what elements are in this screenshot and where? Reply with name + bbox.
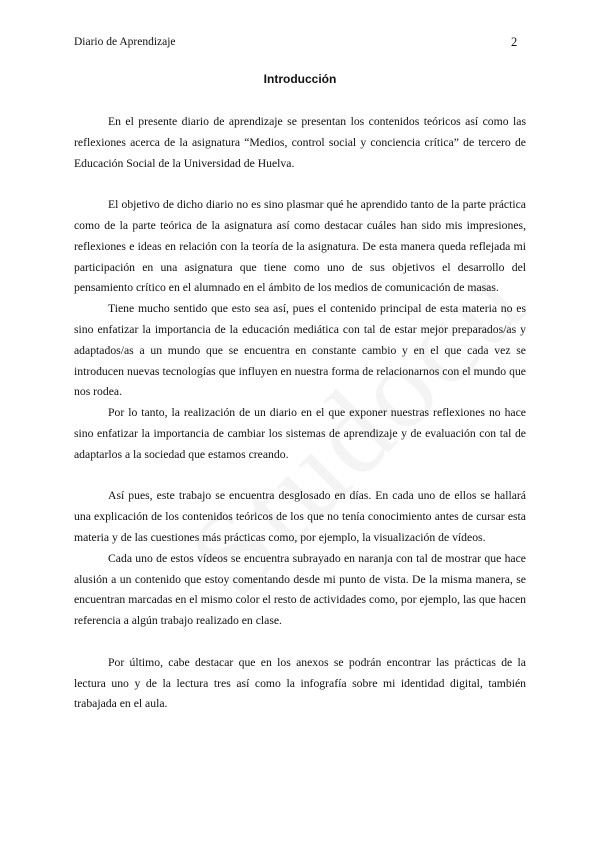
section-title: Introducción	[263, 72, 337, 86]
paragraph-5: Así pues, este trabajo se encuentra desglosado en días. En cada uno de ellos se hallará una explicación de los contenidos teóricos de los que no tenía conocimiento antes de cursar esta materia y de las cuestiones más prácticas como, por ejemplo, la visualización de vídeos.	[74, 489, 526, 544]
paragraph-7: Por último, cabe destacar que en los anexos se podrán encontrar las prácticas de la lectura uno y de la lectura tres así como la infografía sobre mi identidad digital, también trabajada en el aula.	[74, 655, 526, 711]
paragraph-1: En el presente diario de aprendizaje se presentan los contenidos teóricos así como las reflexiones acerca de la asignatura “Medios, control social y conciencia crítica” de tercero de Educación Social de la Universidad de Huelva.	[74, 115, 526, 170]
running-header-title: Diario de Aprendizaje	[74, 36, 176, 48]
paragraph-6: Cada uno de estos vídeos se encuentra subrayado en naranja con tal de mostrar que hace alusión a un contenido que estoy comentando desde mi punto de vista. De la misma manera, se encuentran marcadas en el mismo color el resto de actividades como, por ejemplo, las que hacen referencia a algún trabajo realizado en clase.	[74, 551, 526, 628]
body-text	[74, 112, 526, 715]
paragraph-3: Tiene mucho sentido que esto sea así, pues el contenido principal de esta materia no es sino enfatizar la importancia de la educación mediática con tal de estar mejor preparados/as y adaptados/as a un mundo que se encuentra en constante cambio y en el que cada vez se introducen nuevas tecnologías que influyen en nuestra forma de relacionarnos con el mundo que nos rodea.	[74, 302, 526, 399]
paragraph-4: Por lo tanto, la realización de un diario en el que exponer nuestras reflexiones no hace sino enfatizar la importancia de cambiar los sistemas de aprendizaje y de evaluación con tal de adaptarlos a la sociedad que estamos creando.	[74, 406, 526, 461]
paragraph-2: El objetivo de dicho diario no es sino plasmar qué he aprendido tanto de la parte práctica como de la parte teórica de la asignatura así como destacar cuáles han sido mis impresiones, reflexiones e ideas en relación con la teoría de la asignatura. De esta manera queda reflejada mi participación en una asignatura que tiene como uno de sus objetivos el desarrollo del pensamiento crítico en el alumnado en el ámbito de los medios de comunicación de masas.	[74, 198, 526, 295]
page-number: 2	[511, 35, 518, 49]
